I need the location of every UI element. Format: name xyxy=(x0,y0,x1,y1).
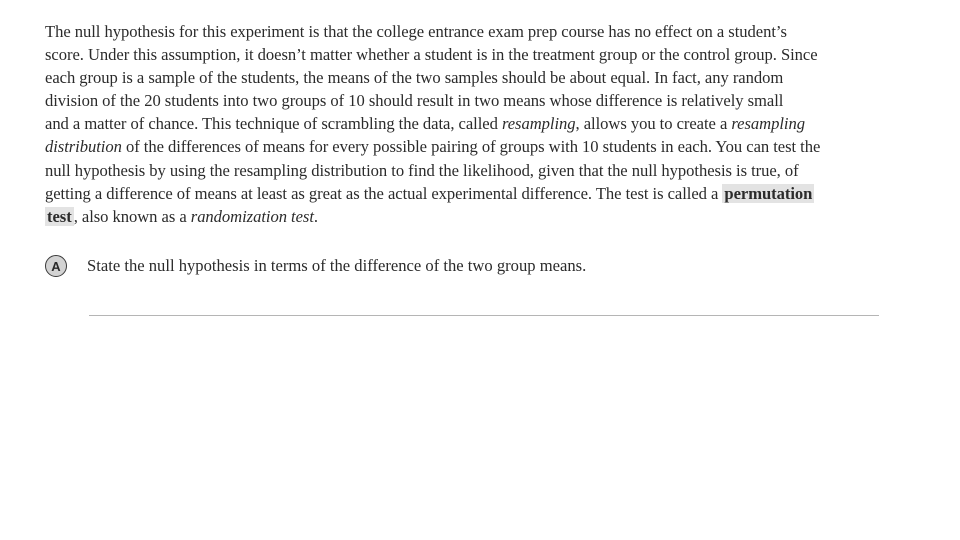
vocab-term-permutation: permutation xyxy=(724,183,813,203)
text-run: null hypothesis by using the resampling distribution to find the likelihood, given that the null hypothesis is true, of xyxy=(45,160,799,180)
paragraph-line-8 xyxy=(45,182,925,205)
text-run: score. Under this assumption, it doesn’t matter whether a student is in the treatment group or the control group. Since xyxy=(45,45,818,65)
paragraph-line-4 xyxy=(45,89,925,112)
question-prompt: State the null hypothesis in terms of the difference of the two group means. xyxy=(87,256,587,275)
paragraph-line-9 xyxy=(45,205,925,228)
italic-term-resampling: resampling xyxy=(501,114,576,134)
text-run: , allows you to create a xyxy=(575,114,732,134)
paragraph-line-2 xyxy=(45,43,925,66)
paragraph-line-1 xyxy=(45,20,925,43)
text-run: . xyxy=(313,206,318,226)
text-run: each group is a sample of the students, the means of the two samples should be about equal. In fact, any random xyxy=(45,68,784,88)
text-run: division of the 20 students into two groups of 10 should result in two means whose difference is relatively small xyxy=(45,91,784,111)
paragraph-line-5 xyxy=(45,112,925,135)
text-run: getting a difference of means at least as great as the actual experimental difference. The test is called a xyxy=(45,183,723,203)
question-badge: A xyxy=(45,255,67,277)
question-a xyxy=(45,253,586,279)
text-run: and a matter of chance. This technique of scrambling the data, called xyxy=(45,114,502,134)
paragraph-line-7 xyxy=(45,159,925,182)
text-run: , also known as a xyxy=(73,206,191,226)
paragraph-line-6 xyxy=(45,135,925,158)
answer-line[interactable] xyxy=(89,315,879,316)
explanation-paragraph xyxy=(45,20,925,228)
italic-term-randomization-test: randomization test xyxy=(190,206,314,226)
italic-term-resampling: resampling xyxy=(731,114,805,134)
paragraph-line-3 xyxy=(45,66,925,89)
italic-term-distribution: distribution xyxy=(45,137,122,157)
text-run: The null hypothesis for this experiment is that the college entrance exam prep course has no effect on a student’s xyxy=(45,22,787,41)
text-run: of the differences of means for every possible pairing of groups with 10 students in each. You can test the xyxy=(121,137,821,157)
vocab-term-test: test xyxy=(47,206,72,226)
